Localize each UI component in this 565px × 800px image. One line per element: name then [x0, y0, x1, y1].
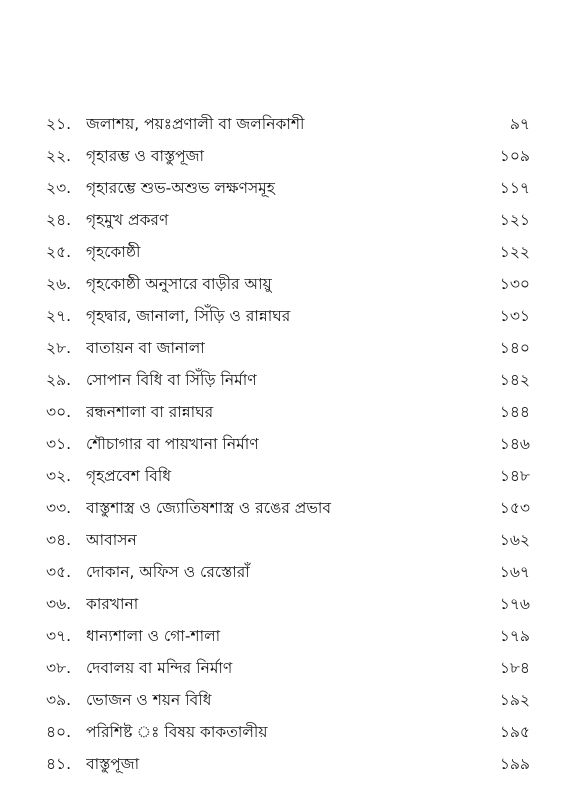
chapter-title: গৃহকোষ্ঠী	[86, 243, 141, 261]
chapter-number: ২২.	[46, 147, 72, 165]
toc-entry	[46, 300, 530, 332]
chapter-number: ৩৯.	[46, 691, 72, 709]
chapter-title: গৃহারম্ভ ও বাস্তুপূজা	[86, 147, 204, 165]
toc-entry	[46, 108, 530, 140]
chapter-title: জলাশয়, পয়ঃপ্রণালী বা জলনিকাশী	[86, 115, 305, 133]
chapter-title: দোকান, অফিস ও রেস্তোরাঁ	[86, 563, 250, 581]
toc-entry	[46, 204, 530, 236]
chapter-number: ২৩.	[46, 179, 72, 197]
toc-entry	[46, 620, 530, 652]
toc-entry	[46, 588, 530, 620]
toc-entry	[46, 492, 530, 524]
page-number: ১৩০	[499, 275, 530, 293]
toc-entry	[46, 748, 530, 780]
chapter-title: বাস্তুপূজা	[86, 755, 140, 773]
chapter-number: ৪০.	[46, 723, 72, 741]
page-number: ১৯৯	[499, 755, 530, 773]
chapter-number: ৩৬.	[46, 595, 72, 613]
page-number: ১৬২	[499, 531, 530, 549]
page-number: ১৩১	[499, 307, 530, 325]
chapter-number: ৩১.	[46, 435, 72, 453]
toc-entry	[46, 140, 530, 172]
chapter-title: ভোজন ও শয়ন বিধি	[86, 691, 212, 709]
page-number: ১৯৫	[499, 723, 530, 741]
chapter-title: শৌচাগার বা পায়খানা নির্মাণ	[86, 435, 259, 453]
page-number: ১৬৭	[499, 563, 530, 581]
chapter-number: ৪১.	[46, 755, 72, 773]
chapter-title: গৃহকোষ্ঠী অনুসারে বাড়ীর আয়ু	[86, 275, 272, 293]
chapter-title: বাতায়ন বা জানালা	[86, 339, 205, 357]
page-number: ১৯২	[499, 691, 530, 709]
toc-entry	[46, 684, 530, 716]
page-number: ১৭৯	[499, 627, 530, 645]
chapter-title: সোপান বিধি বা সিঁড়ি নির্মাণ	[86, 371, 257, 389]
chapter-title: গৃহমুখ প্রকরণ	[86, 211, 169, 229]
page-number: ১৪৪	[499, 403, 530, 421]
toc-entry	[46, 716, 530, 748]
chapter-title: আবাসন	[86, 531, 137, 549]
chapter-number: ৩০.	[46, 403, 72, 421]
chapter-number: ৩৮.	[46, 659, 72, 677]
toc-entry	[46, 428, 530, 460]
chapter-title: রন্ধনশালা বা রান্নাঘর	[86, 403, 214, 421]
page-number: ১৪০	[499, 339, 530, 357]
toc-entry	[46, 524, 530, 556]
chapter-number: ২৯.	[46, 371, 72, 389]
toc-entry	[46, 172, 530, 204]
chapter-number: ২৬.	[46, 275, 72, 293]
toc-entry	[46, 652, 530, 684]
chapter-title: গৃহপ্রবেশ বিধি	[86, 467, 172, 485]
chapter-title: গৃহদ্বার, জানালা, সিঁড়ি ও রান্নাঘর	[86, 307, 291, 325]
chapter-title: গৃহারম্ভে শুভ-অশুভ লক্ষণসমূহ	[86, 179, 275, 197]
toc-entry	[46, 460, 530, 492]
chapter-number: ২৫.	[46, 243, 72, 261]
toc-entry	[46, 396, 530, 428]
chapter-number: ৩২.	[46, 467, 72, 485]
toc-entry	[46, 556, 530, 588]
table-of-contents	[46, 108, 530, 780]
page-number: ১২২	[499, 243, 530, 261]
chapter-title: বাস্তুশাস্ত্র ও জ্যোতিষশাস্ত্র ও রঙের প্রভাব	[86, 499, 332, 517]
page-number: ৯৭	[509, 115, 530, 133]
page-number: ১০৯	[499, 147, 530, 165]
toc-entry	[46, 364, 530, 396]
toc-entry	[46, 236, 530, 268]
chapter-number: ২১.	[46, 115, 72, 133]
page-number: ১৮৪	[499, 659, 530, 677]
chapter-number: ৩৪.	[46, 531, 72, 549]
page-number: ১১৭	[499, 179, 530, 197]
chapter-number: ২৮.	[46, 339, 72, 357]
page-number: ১২১	[499, 211, 530, 229]
toc-entry	[46, 332, 530, 364]
page-number: ১৪২	[499, 371, 530, 389]
chapter-number: ২৭.	[46, 307, 72, 325]
chapter-number: ৩৩.	[46, 499, 72, 517]
chapter-number: ২৪.	[46, 211, 72, 229]
chapter-title: ধান্যশালা ও গো-শালা	[86, 627, 221, 645]
chapter-title: দেবালয় বা মন্দির নির্মাণ	[86, 659, 233, 677]
page-number: ১৫৩	[499, 499, 530, 517]
page-number: ১৪৮	[499, 467, 530, 485]
chapter-number: ৩৫.	[46, 563, 72, 581]
chapter-title: কারখানা	[86, 595, 139, 613]
chapter-number: ৩৭.	[46, 627, 72, 645]
page-number: ১৪৬	[499, 435, 530, 453]
page-number: ১৭৬	[499, 595, 530, 613]
toc-entry	[46, 268, 530, 300]
chapter-title: পরিশিষ্ট ঃ বিষয় কাকতালীয়	[86, 723, 268, 741]
